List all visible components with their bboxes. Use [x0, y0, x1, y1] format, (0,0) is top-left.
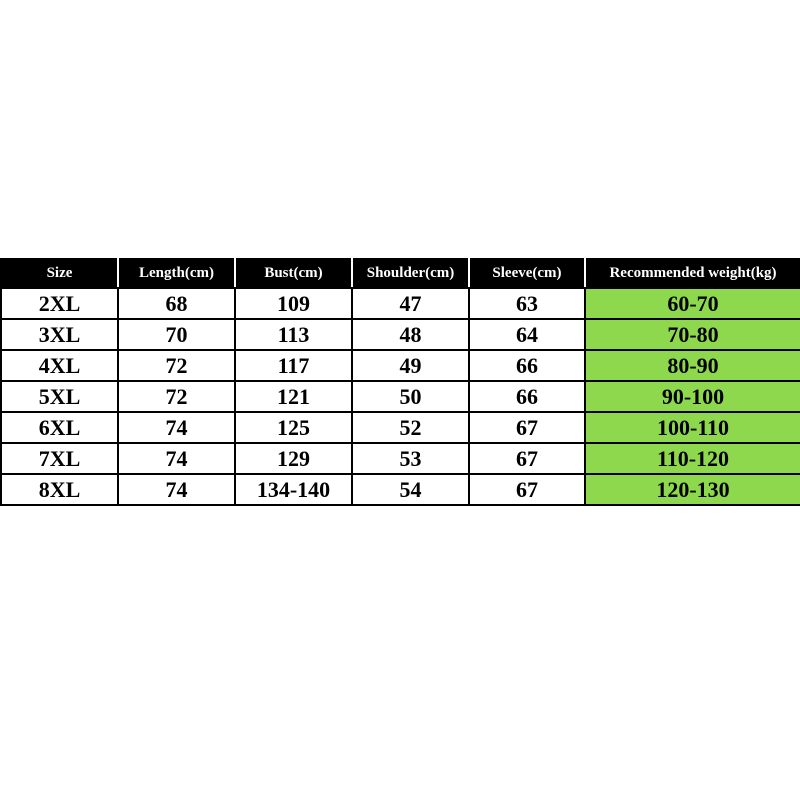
cell-size: 6XL	[1, 412, 118, 443]
cell-bust: 109	[235, 288, 352, 319]
cell-weight: 100-110	[585, 412, 800, 443]
cell-sleeve: 63	[469, 288, 585, 319]
cell-bust: 129	[235, 443, 352, 474]
table-row	[1, 412, 800, 443]
cell-weight: 60-70	[585, 288, 800, 319]
cell-weight: 120-130	[585, 474, 800, 505]
cell-length: 68	[118, 288, 235, 319]
size-chart-table	[0, 258, 800, 506]
cell-size: 8XL	[1, 474, 118, 505]
cell-bust: 121	[235, 381, 352, 412]
cell-sleeve: 66	[469, 381, 585, 412]
cell-length: 74	[118, 412, 235, 443]
cell-bust: 125	[235, 412, 352, 443]
cell-bust: 113	[235, 319, 352, 350]
cell-size: 3XL	[1, 319, 118, 350]
cell-size: 5XL	[1, 381, 118, 412]
cell-shoulder: 50	[352, 381, 469, 412]
cell-size: 4XL	[1, 350, 118, 381]
table-row	[1, 474, 800, 505]
cell-weight: 80-90	[585, 350, 800, 381]
cell-length: 74	[118, 443, 235, 474]
cell-shoulder: 52	[352, 412, 469, 443]
cell-sleeve: 66	[469, 350, 585, 381]
cell-shoulder: 47	[352, 288, 469, 319]
table-row	[1, 288, 800, 319]
cell-weight: 110-120	[585, 443, 800, 474]
cell-size: 7XL	[1, 443, 118, 474]
table-row	[1, 319, 800, 350]
cell-shoulder: 48	[352, 319, 469, 350]
cell-length: 72	[118, 381, 235, 412]
header-sleeve: Sleeve(cm)	[469, 259, 585, 288]
cell-size: 2XL	[1, 288, 118, 319]
header-recommended-weight: Recommended weight(kg)	[585, 259, 800, 288]
table-row	[1, 381, 800, 412]
header-row	[1, 259, 800, 288]
cell-weight: 90-100	[585, 381, 800, 412]
header-bust: Bust(cm)	[235, 259, 352, 288]
cell-shoulder: 53	[352, 443, 469, 474]
cell-sleeve: 64	[469, 319, 585, 350]
table-row	[1, 350, 800, 381]
cell-length: 72	[118, 350, 235, 381]
cell-weight: 70-80	[585, 319, 800, 350]
table-row	[1, 443, 800, 474]
cell-sleeve: 67	[469, 474, 585, 505]
header-size: Size	[1, 259, 118, 288]
cell-length: 70	[118, 319, 235, 350]
cell-length: 74	[118, 474, 235, 505]
header-length: Length(cm)	[118, 259, 235, 288]
cell-sleeve: 67	[469, 412, 585, 443]
cell-shoulder: 54	[352, 474, 469, 505]
cell-shoulder: 49	[352, 350, 469, 381]
header-shoulder: Shoulder(cm)	[352, 259, 469, 288]
cell-bust: 134-140	[235, 474, 352, 505]
cell-sleeve: 67	[469, 443, 585, 474]
cell-bust: 117	[235, 350, 352, 381]
